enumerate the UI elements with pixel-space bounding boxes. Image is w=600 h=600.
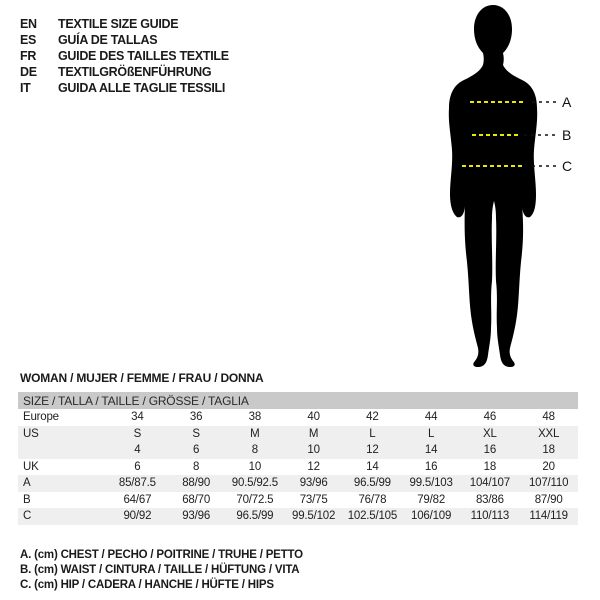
language-title-list xyxy=(20,16,229,96)
size-cell: 68/70 xyxy=(182,493,211,506)
language-row xyxy=(20,16,229,32)
row-label: UK xyxy=(23,460,39,473)
size-cell: 99.5/102 xyxy=(284,508,343,525)
size-cell: 96.5/99 xyxy=(343,475,402,492)
size-cell: 83/86 xyxy=(475,493,504,506)
table-row xyxy=(18,492,578,509)
section-title: WOMAN / MUJER / FEMME / FRAU / DONNA xyxy=(20,371,264,385)
size-cell: 16 xyxy=(461,442,520,459)
size-cell: 46 xyxy=(483,411,497,424)
size-cell: S xyxy=(167,426,226,443)
size-cell: 36 xyxy=(189,411,203,424)
size-cell: 88/90 xyxy=(167,475,226,492)
size-cell: XL xyxy=(461,426,520,443)
language-row xyxy=(20,32,229,48)
size-cell: 87/90 xyxy=(534,493,563,506)
woman-silhouette xyxy=(449,5,537,367)
language-code: FR xyxy=(20,49,37,63)
size-cell: 6 xyxy=(167,442,226,459)
language-title: GUIDA ALLE TAGLIE TESSILI xyxy=(58,81,226,95)
size-cell: 73/75 xyxy=(299,493,328,506)
size-cell: 14 xyxy=(402,442,461,459)
size-cell: 70/72.5 xyxy=(236,493,274,506)
size-cell: 10 xyxy=(284,442,343,459)
row-label: C xyxy=(18,508,108,525)
legend-line: C. (cm) HIP / CADERA / HANCHE / HÜFTE / HIPS xyxy=(20,579,274,591)
table-row xyxy=(18,426,578,443)
size-cell: 110/113 xyxy=(461,508,520,525)
language-code: IT xyxy=(20,81,31,95)
language-title: GUIDE DES TAILLES TEXTILE xyxy=(58,49,229,63)
size-cell: 8 xyxy=(193,460,200,473)
language-title: GUÍA DE TALLAS xyxy=(58,33,158,47)
row-label: Europe xyxy=(23,411,59,424)
size-cell: 114/119 xyxy=(519,508,578,525)
language-code: ES xyxy=(20,33,37,47)
language-row xyxy=(20,80,229,96)
size-cell: 8 xyxy=(226,442,285,459)
chest-marker-label: A xyxy=(562,94,572,110)
size-cell: 93/96 xyxy=(167,508,226,525)
size-cell: 14 xyxy=(366,460,379,473)
size-cell: 4 xyxy=(108,442,167,459)
size-cell: 6 xyxy=(134,460,141,473)
size-table xyxy=(18,392,578,525)
size-cell: 20 xyxy=(542,460,555,473)
table-row xyxy=(18,459,578,476)
waist-marker-label: B xyxy=(562,127,572,143)
size-cell: 99.5/103 xyxy=(402,475,461,492)
size-table-header-row xyxy=(18,392,578,409)
size-cell: 64/67 xyxy=(123,493,152,506)
legend-line: A. (cm) CHEST / PECHO / POITRINE / TRUHE / PETTO xyxy=(20,549,303,561)
size-cell: 96.5/99 xyxy=(226,508,285,525)
size-cell: 12 xyxy=(343,442,402,459)
size-cell: 16 xyxy=(424,460,438,473)
language-title: TEXTILE SIZE GUIDE xyxy=(58,17,179,31)
language-row xyxy=(20,64,229,80)
size-cell: 40 xyxy=(307,411,320,424)
language-code: DE xyxy=(20,65,37,79)
size-cell: 76/78 xyxy=(358,493,387,506)
size-cell: L xyxy=(402,426,461,443)
size-cell: M xyxy=(284,426,343,443)
size-cell: 18 xyxy=(519,442,578,459)
size-table-header: SIZE / TALLA / TAILLE / GRÖSSE / TAGLIA xyxy=(18,392,578,409)
row-label: A xyxy=(18,475,108,492)
table-row xyxy=(18,442,578,459)
size-cell: 90/92 xyxy=(108,508,167,525)
language-row xyxy=(20,48,229,64)
size-cell: 107/110 xyxy=(519,475,578,492)
language-code: EN xyxy=(20,17,37,31)
language-title: TEXTILGRÖßENFÜHRUNG xyxy=(58,65,212,79)
size-cell: 34 xyxy=(131,411,144,424)
size-cell: 38 xyxy=(248,411,262,424)
size-cell: S xyxy=(108,426,167,443)
table-row xyxy=(18,508,578,525)
size-cell: 48 xyxy=(542,411,555,424)
size-cell: L xyxy=(343,426,402,443)
row-label xyxy=(18,442,108,459)
table-row xyxy=(18,475,578,492)
size-cell: 102.5/105 xyxy=(343,508,402,525)
size-cell: M xyxy=(226,426,285,443)
size-cell: 12 xyxy=(307,460,320,473)
woman-silhouette-figure xyxy=(400,0,600,370)
table-row xyxy=(18,409,578,426)
size-cell: 106/109 xyxy=(402,508,461,525)
size-cell: 42 xyxy=(366,411,379,424)
size-cell: 10 xyxy=(248,460,262,473)
size-cell: 104/107 xyxy=(461,475,520,492)
size-cell: 85/87.5 xyxy=(108,475,167,492)
row-label: B xyxy=(23,493,31,506)
size-cell: 79/82 xyxy=(417,493,446,506)
measurement-legend xyxy=(20,548,303,593)
size-cell: 44 xyxy=(424,411,438,424)
size-cell: XXL xyxy=(519,426,578,443)
legend-line: B. (cm) WAIST / CINTURA / TAILLE / HÜFTUNG / VITA xyxy=(20,564,300,576)
size-cell: 18 xyxy=(483,460,497,473)
hip-marker-label: C xyxy=(562,158,573,174)
row-label: US xyxy=(18,426,108,443)
size-cell: 90.5/92.5 xyxy=(226,475,285,492)
size-cell: 93/96 xyxy=(284,475,343,492)
